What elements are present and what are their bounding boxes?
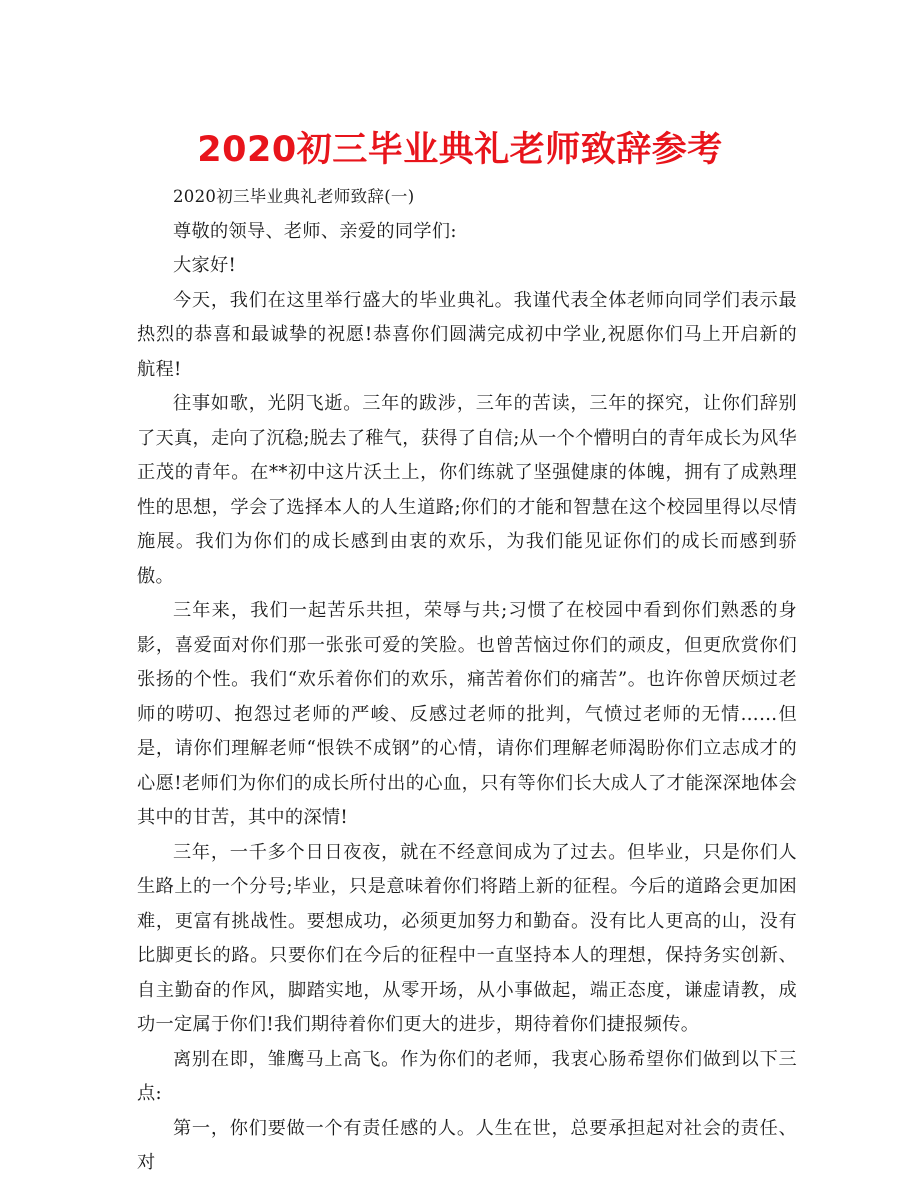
paragraph: 三年，一千多个日日夜夜，就在不经意间成为了过去。但毕业，只是你们人生路上的一个分号;毕业，只是意味着你们将踏上新的征程。今后的道路会更加困难，更富有挑战性。要想成功，必须更加努力和勤奋。没有比人更高的山，没有比脚更长的路。只要你们在今后的征程中一直坚持本人的理想，保持务实创新、自主勤奋的作风，脚踏实地，从零开场，从小事做起，端正态度，谦虚请教，成功一定属于你们!我们期待着你们更大的进步，期待着你们捷报频传。 <box>137 841 797 1035</box>
document-body <box>137 180 797 1181</box>
paragraph: 今天，我们在这里举行盛大的毕业典礼。我谨代表全体老师向同学们表示最热烈的恭喜和最诚挚的祝愿!恭喜你们圆满完成初中学业,祝愿你们马上开启新的航程! <box>137 289 797 380</box>
paragraph: 离别在即，雏鹰马上高飞。作为你们的老师，我衷心肠希望你们做到以下三点: <box>137 1048 797 1104</box>
paragraph: 第一，你们要做一个有责任感的人。人生在世，总要承担起对社会的责任、对 <box>137 1117 797 1173</box>
section-heading: 2020初三毕业典礼老师致辞(一) <box>173 187 415 206</box>
document-title: 2020初三毕业典礼老师致辞参考 <box>197 130 723 170</box>
salutation: 尊敬的领导、老师、亲爱的同学们: <box>173 220 457 242</box>
paragraph: 往事如歌，光阴飞逝。三年的跋涉，三年的苦读，三年的探究，让你们辞别了天真，走向了沉稳;脱去了稚气，获得了自信;从一个个懵明白的青年成长为风华正茂的青年。在**初中这片沃土上，你们练就了坚强健康的体魄，拥有了成熟理性的思想，学会了选择本人的人生道路;你们的才能和智慧在这个校园里得以尽情施展。我们为你们的成长感到由衷的欢乐，为我们能见证你们的成长而感到骄傲。 <box>137 393 797 587</box>
greeting: 大家好! <box>173 255 237 276</box>
paragraph: 三年来，我们一起苦乐共担，荣辱与共;习惯了在校园中看到你们熟悉的身影，喜爱面对你们那一张张可爱的笑脸。也曾苦恼过你们的顽皮，但更欣赏你们张扬的个性。我们“欢乐着你们的欢乐，痛苦着你们的痛苦”。也许你曾厌烦过老师的唠叨、抱怨过老师的严峻、反感过老师的批判，气愤过老师的无情……但是，请你们理解老师“恨铁不成钢”的心情，请你们理解老师渴盼你们立志成才的心愿!老师们为你们的成长所付出的心血，只有等你们长大成人了才能深深地体会其中的甘苦，其中的深情! <box>137 600 797 828</box>
